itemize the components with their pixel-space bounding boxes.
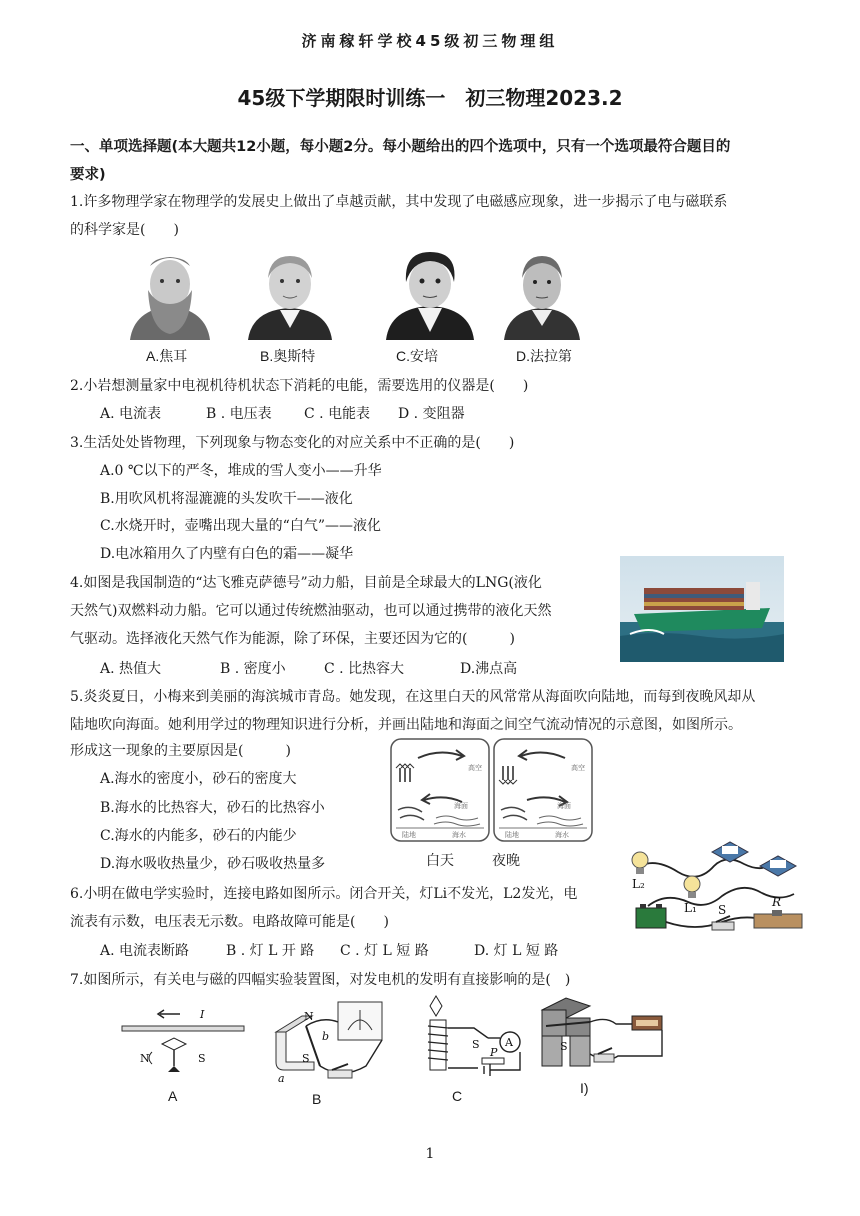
- q4-stem-line3: 气驱动。选择液化天然气作为能源，除了环保，主要还因为它的( ): [70, 631, 515, 647]
- point-b-label: b: [322, 1030, 330, 1043]
- point-a-label: a: [278, 1072, 285, 1085]
- diagram-label-sea-surface: 海面: [454, 802, 468, 810]
- q5-stem-line3: 形成这一现象的主要原因是( ): [70, 743, 291, 759]
- diagram-label-sea-water: 海水: [555, 831, 569, 839]
- ammeter-label: A: [505, 1036, 513, 1049]
- electromagnet-figure: [422, 994, 532, 1080]
- south-pole-label: S: [198, 1052, 206, 1065]
- page-number: 1: [425, 1146, 435, 1162]
- q3-option-b: B.用吹风机将湿漉漉的头发吹干——液化: [100, 491, 353, 507]
- q3-option-c: C.水烧开时，壶嘴出现大量的“白气”——液化: [100, 518, 381, 534]
- q7-caption-d: I): [580, 1080, 589, 1096]
- q4-option-c: C . 比热容大: [324, 661, 405, 677]
- slider-p-label: P: [490, 1046, 498, 1059]
- q7-caption-c: C: [452, 1088, 463, 1104]
- switch-label: S: [718, 903, 727, 917]
- q4-option-b: B . 密度小: [220, 661, 286, 677]
- current-label: I: [200, 1008, 205, 1021]
- q6-option-c: C . 灯 L 短 路: [340, 943, 429, 959]
- diagram-label-land: 陆地: [505, 831, 519, 839]
- oersted-experiment-figure: [118, 996, 248, 1080]
- switch-label: S: [472, 1038, 480, 1051]
- q5-option-a: A.海水的密度小，砂石的密度大: [100, 771, 297, 787]
- q2-option-d: D . 变阻器: [398, 406, 465, 422]
- q7-caption-a: A: [168, 1088, 178, 1104]
- q5-stem-line1: 5.炎炎夏日，小梅来到美丽的海滨城市青岛。她发现，在这里白天的风常常从海面吹向陆地，而每到夜晚风却从: [70, 689, 756, 705]
- portrait-joule: [120, 248, 220, 340]
- diagram-label-land: 陆地: [402, 831, 416, 839]
- q4-stem-line2: 天然气)双燃料动力船。它可以通过传统燃油驱动，也可以通过携带的液化天然: [70, 603, 552, 619]
- diagram-label-sea-surface: 海面: [557, 802, 571, 810]
- q2-option-a: A. 电流表: [100, 406, 162, 422]
- q1-option-c: C.安培: [396, 348, 438, 364]
- lng-ship-photo: [620, 556, 784, 662]
- q3-option-a: A.0 ℃以下的严冬，堆成的雪人变小——升华: [100, 463, 382, 479]
- q7-stem: 7.如图所示，有关电与磁的四幅实验装置图，对发电机的发明有直接影响的是( ): [70, 972, 571, 988]
- circuit-diagram: [626, 836, 806, 944]
- portrait-oersted: [240, 248, 340, 340]
- north-pole-label: N: [140, 1052, 150, 1065]
- q7-caption-b: B: [312, 1091, 322, 1107]
- north-pole-label: N: [304, 1010, 314, 1023]
- q4-option-a: A. 热值大: [100, 661, 162, 677]
- q1-option-a: A.焦耳: [146, 348, 188, 364]
- caption-daytime: 白天: [426, 853, 454, 869]
- q6-option-a: A. 电流表断路: [100, 943, 190, 959]
- rheostat-label: R: [772, 895, 782, 909]
- motor-principle-figure: [536, 994, 670, 1074]
- south-pole-label: S: [302, 1052, 310, 1065]
- caption-night: 夜晚: [492, 853, 520, 869]
- q3-option-d: D.电冰箱用久了内壁有白色的霜——凝华: [100, 546, 354, 562]
- diagram-label-upper-air: 高空: [468, 764, 482, 772]
- portrait-faraday: [502, 248, 582, 340]
- section-heading-line2: 要求): [70, 167, 106, 183]
- lamp-l1-label: L₁: [684, 901, 697, 915]
- q5-option-b: B.海水的比热容大，砂石的比热容小: [100, 800, 325, 816]
- q5-option-d: D.海水吸收热量少，砂石吸收热量多: [100, 856, 326, 872]
- q6-stem-line1: 6.小明在做电学实验时，连接电路如图所示。闭合开关，灯Li不发光，L2发光，电: [70, 886, 578, 902]
- q6-option-d: D. 灯 L 短 路: [474, 943, 559, 959]
- section-heading-line1: 一、单项选择题(本大题共12小题，每小题2分。每小题给出的四个选项中，只有一个选项最符合题目的: [70, 139, 731, 155]
- q6-stem-line2: 流表有示数，电压表无示数。电路故障可能是( ): [70, 914, 389, 930]
- q5-option-c: C.海水的内能多，砂石的内能少: [100, 828, 297, 844]
- q4-option-d: D.沸点高: [460, 661, 518, 677]
- sea-breeze-day-diagram: [390, 738, 490, 842]
- q1-stem-line1: 1.许多物理学家在物理学的发展史上做出了卓越贡献，其中发现了电磁感应现象，进一步揭示了电与磁联系: [70, 194, 728, 210]
- portrait-ampere: [380, 248, 480, 340]
- q4-stem-line1: 4.如图是我国制造的“达飞雅克萨德号”动力船，目前是全球最大的LNG(液化: [70, 575, 542, 591]
- sea-breeze-night-diagram: [493, 738, 593, 842]
- q6-option-b: B . 灯 L 开 路: [226, 943, 315, 959]
- page-title: 45级下学期限时训练一 初三物理2023.2: [237, 86, 623, 110]
- south-pole-label: S: [560, 1040, 568, 1053]
- q1-option-d: D.法拉第: [516, 348, 572, 364]
- q3-stem: 3.生活处处皆物理，下列现象与物态变化的对应关系中不正确的是( ): [70, 435, 515, 451]
- diagram-label-sea-water: 海水: [452, 831, 466, 839]
- q5-stem-line2: 陆地吹向海面。她利用学过的物理知识进行分析，并画出陆地和海面之间空气流动情况的示意图，如图所示。: [70, 717, 742, 733]
- q1-option-b: B.奥斯特: [260, 348, 316, 364]
- q2-option-b: B . 电压表: [206, 406, 272, 422]
- q2-stem: 2.小岩想测量家中电视机待机状态下消耗的电能，需要选用的仪器是( ): [70, 378, 529, 394]
- q1-stem-line2: 的科学家是( ): [70, 222, 179, 238]
- electromagnetic-induction-figure: [262, 996, 388, 1086]
- q2-option-c: C . 电能表: [304, 406, 371, 422]
- diagram-label-upper-air: 高空: [571, 764, 585, 772]
- lamp-l2-label: L₂: [632, 877, 645, 891]
- school-header: 济南稼轩学校45级初三物理组: [301, 32, 559, 50]
